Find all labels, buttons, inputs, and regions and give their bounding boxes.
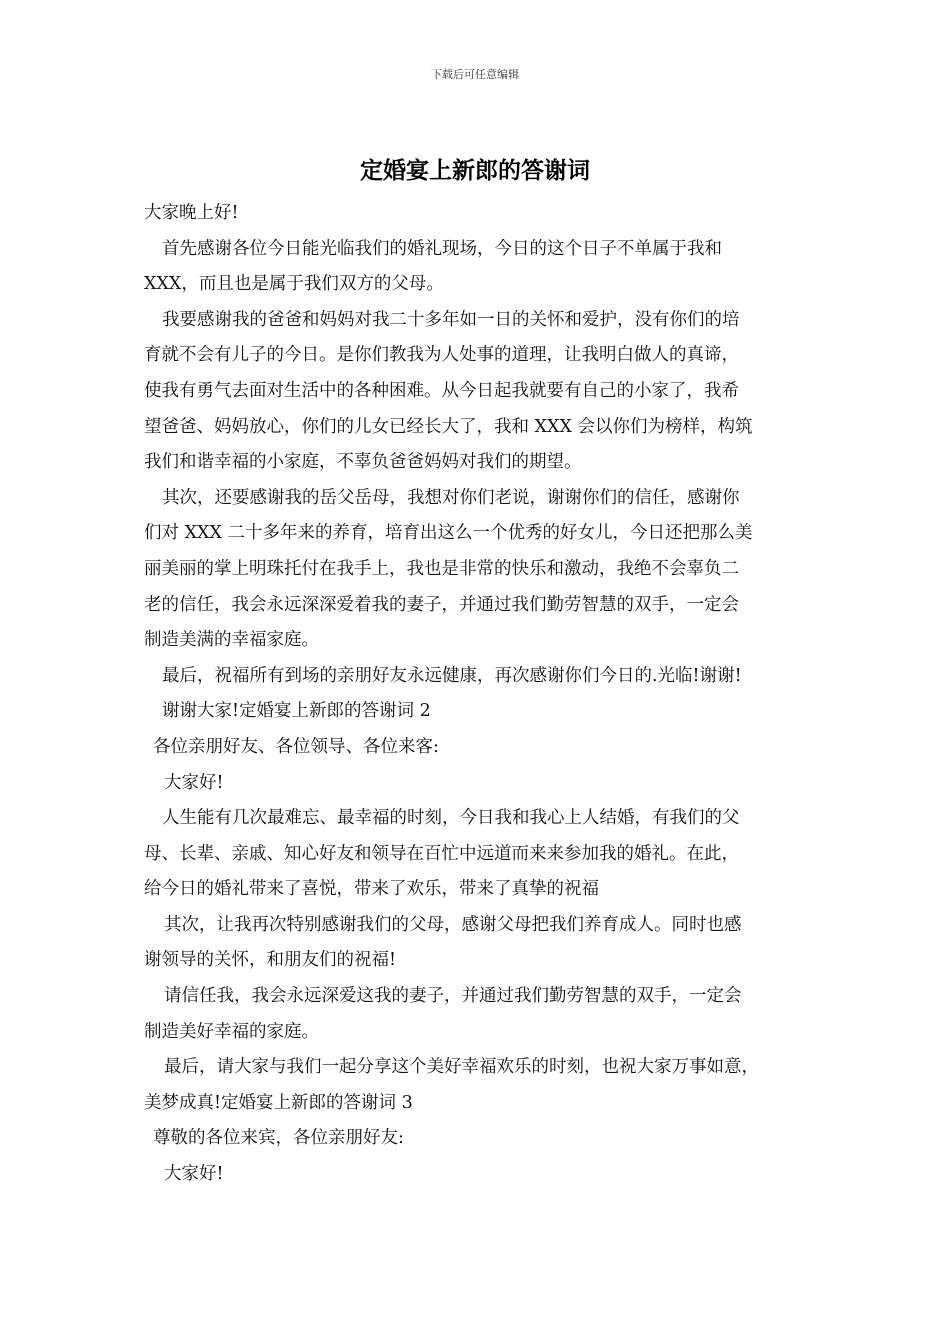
- text-line: 其次，让我再次特别感谢我们的父母，感谢父母把我们养育成人。同时也感: [164, 914, 742, 935]
- text-line: 制造美满的幸福家庭。: [144, 630, 319, 651]
- text-line: 谢谢大家!定婚宴上新郎的答谢词 2: [162, 701, 431, 722]
- text-line: 丽美丽的掌上明珠托付在我手上，我也是非常的快乐和激动，我绝不会辜负二: [144, 558, 739, 579]
- text-line: 首先感谢各位今日能光临我们的婚礼现场，今日的这个日子不单属于我和: [162, 238, 722, 259]
- text-line: 最后，祝福所有到场的亲朋好友永远健康，再次感谢你们今日的.光临!谢谢!: [162, 665, 742, 686]
- text-line: 育就不会有儿子的今日。是你们教我为人处事的道理，让我明白做人的真谛，: [144, 345, 739, 366]
- text-line: 我们和谐幸福的小家庭，不辜负爸爸妈妈对我们的期望。: [144, 452, 582, 473]
- document-body: [144, 196, 816, 1193]
- text-line: 谢领导的关怀，和朋友们的祝福!: [144, 950, 397, 971]
- page-header-note: 下载后可任意编辑: [431, 68, 519, 81]
- text-line: 给今日的婚礼带来了喜悦，带来了欢乐，带来了真挚的祝福: [144, 879, 599, 900]
- text-line: 各位亲朋好友、各位领导、各位来客:: [153, 736, 439, 757]
- text-line: 大家好!: [164, 772, 224, 793]
- text-line: 老的信任，我会永远深深爱着我的妻子，并通过我们勤劳智慧的双手，一定会: [144, 594, 739, 615]
- text-line: 母、长辈、亲戚、知心好友和领导在百忙中远道而来来参加我的婚礼。在此，: [144, 843, 739, 864]
- text-line: 请信任我，我会永远深爱这我的妻子，并通过我们勤劳智慧的双手，一定会: [164, 986, 742, 1007]
- text-line: 制造美好幸福的家庭。: [144, 1021, 319, 1042]
- text-line: 其次，还要感谢我的岳父岳母，我想对你们老说，谢谢你们的信任，感谢你: [162, 487, 740, 508]
- text-line: 最后，请大家与我们一起分享这个美好幸福欢乐的时刻，也祝大家万事如意，: [164, 1057, 759, 1078]
- text-line: 大家好!: [164, 1164, 224, 1185]
- text-line: 我要感谢我的爸爸和妈妈对我二十多年如一日的关怀和爱护，没有你们的培: [162, 309, 740, 330]
- text-line: 大家晚上好!: [144, 203, 239, 223]
- text-line: 尊敬的各位来宾，各位亲朋好友:: [153, 1128, 404, 1149]
- text-line: 美梦成真!定婚宴上新郎的答谢词 3: [144, 1092, 413, 1113]
- text-line: 们对 XXX 二十多年来的养育，培育出这么一个优秀的好女儿，今日还把那么美: [144, 523, 753, 544]
- text-line: 人生能有几次最难忘、最幸福的时刻，今日我和我心上人结婚，有我们的父: [162, 808, 740, 829]
- text-line: XXX，而且也是属于我们双方的父母。: [144, 274, 444, 295]
- text-line: 望爸爸、妈妈放心，你们的儿女已经长大了，我和 XXX 会以你们为榜样，构筑: [144, 416, 753, 437]
- text-line: 使我有勇气去面对生活中的各种困难。从今日起我就要有自己的小家了，我希: [144, 380, 739, 401]
- document-title: 定婚宴上新郎的答谢词: [360, 157, 590, 184]
